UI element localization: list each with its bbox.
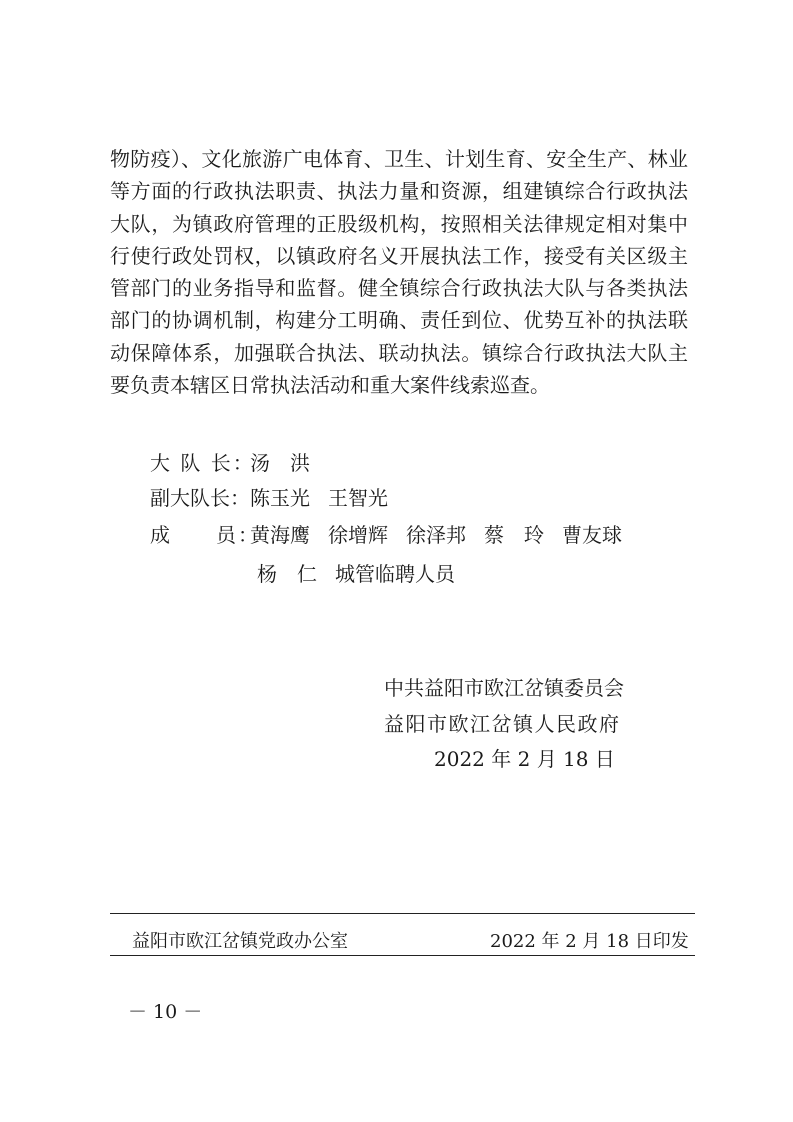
signature-org-government: 益阳市欧江岔镇人民政府 — [384, 712, 621, 736]
name-member-2: 徐增辉 — [328, 523, 388, 547]
name-member-4: 蔡 玲 — [484, 523, 544, 547]
name-vice-captain-2: 王智光 — [328, 486, 388, 510]
roster-vice-captain — [150, 485, 406, 511]
footer-issuer: 益阳市欧江岔镇党政办公室 — [132, 931, 348, 952]
name-vice-captain-1: 陈玉光 — [250, 486, 310, 510]
roster-members-line2 — [257, 561, 473, 587]
roster-members — [150, 522, 640, 548]
role-members: 成 员： — [150, 523, 260, 547]
name-member-1: 黄海鹰 — [250, 523, 310, 547]
role-vice-captain: 副大队长： — [150, 486, 250, 510]
footer-top-rule — [110, 913, 695, 914]
footer-print-date: 2022 年 2 月 18 日印发 — [490, 931, 689, 952]
name-member-7: 城管临聘人员 — [335, 562, 455, 586]
name-captain: 汤 洪 — [250, 451, 310, 475]
name-member-3: 徐泽邦 — [406, 523, 466, 547]
body-paragraph: 物防疫）、文化旅游广电体育、卫生、计划生育、安全生产、林业等方面的行政执法职责、执法力量和资源，组建镇综合行政执法大队，为镇政府管理的正股级机构，按照相关法律规定相对集中行使行政处罚权，以镇政府名义开展执法工作，接受有关区级主管部门的业务指导和监督。健全镇综合行政执法大队与各类执法部门的协调机制，构建分工明确、责任到位、优势互补的执法联动保障体系，加强联合执法、联动执法。镇综合行政执法大队主要负责本辖区日常执法活动和重大案件线索巡查。 — [110, 147, 688, 398]
role-captain: 大 队 长： — [150, 451, 255, 475]
name-member-6: 杨 仁 — [257, 562, 317, 586]
name-member-5: 曹友球 — [562, 523, 622, 547]
roster-captain — [150, 450, 328, 476]
page-number: － 10 － — [128, 1001, 203, 1023]
footer-bottom-rule — [110, 955, 695, 956]
signature-org-party: 中共益阳市欧江岔镇委员会 — [384, 676, 624, 700]
signature-date: 2022 年 2 月 18 日 — [434, 747, 615, 771]
